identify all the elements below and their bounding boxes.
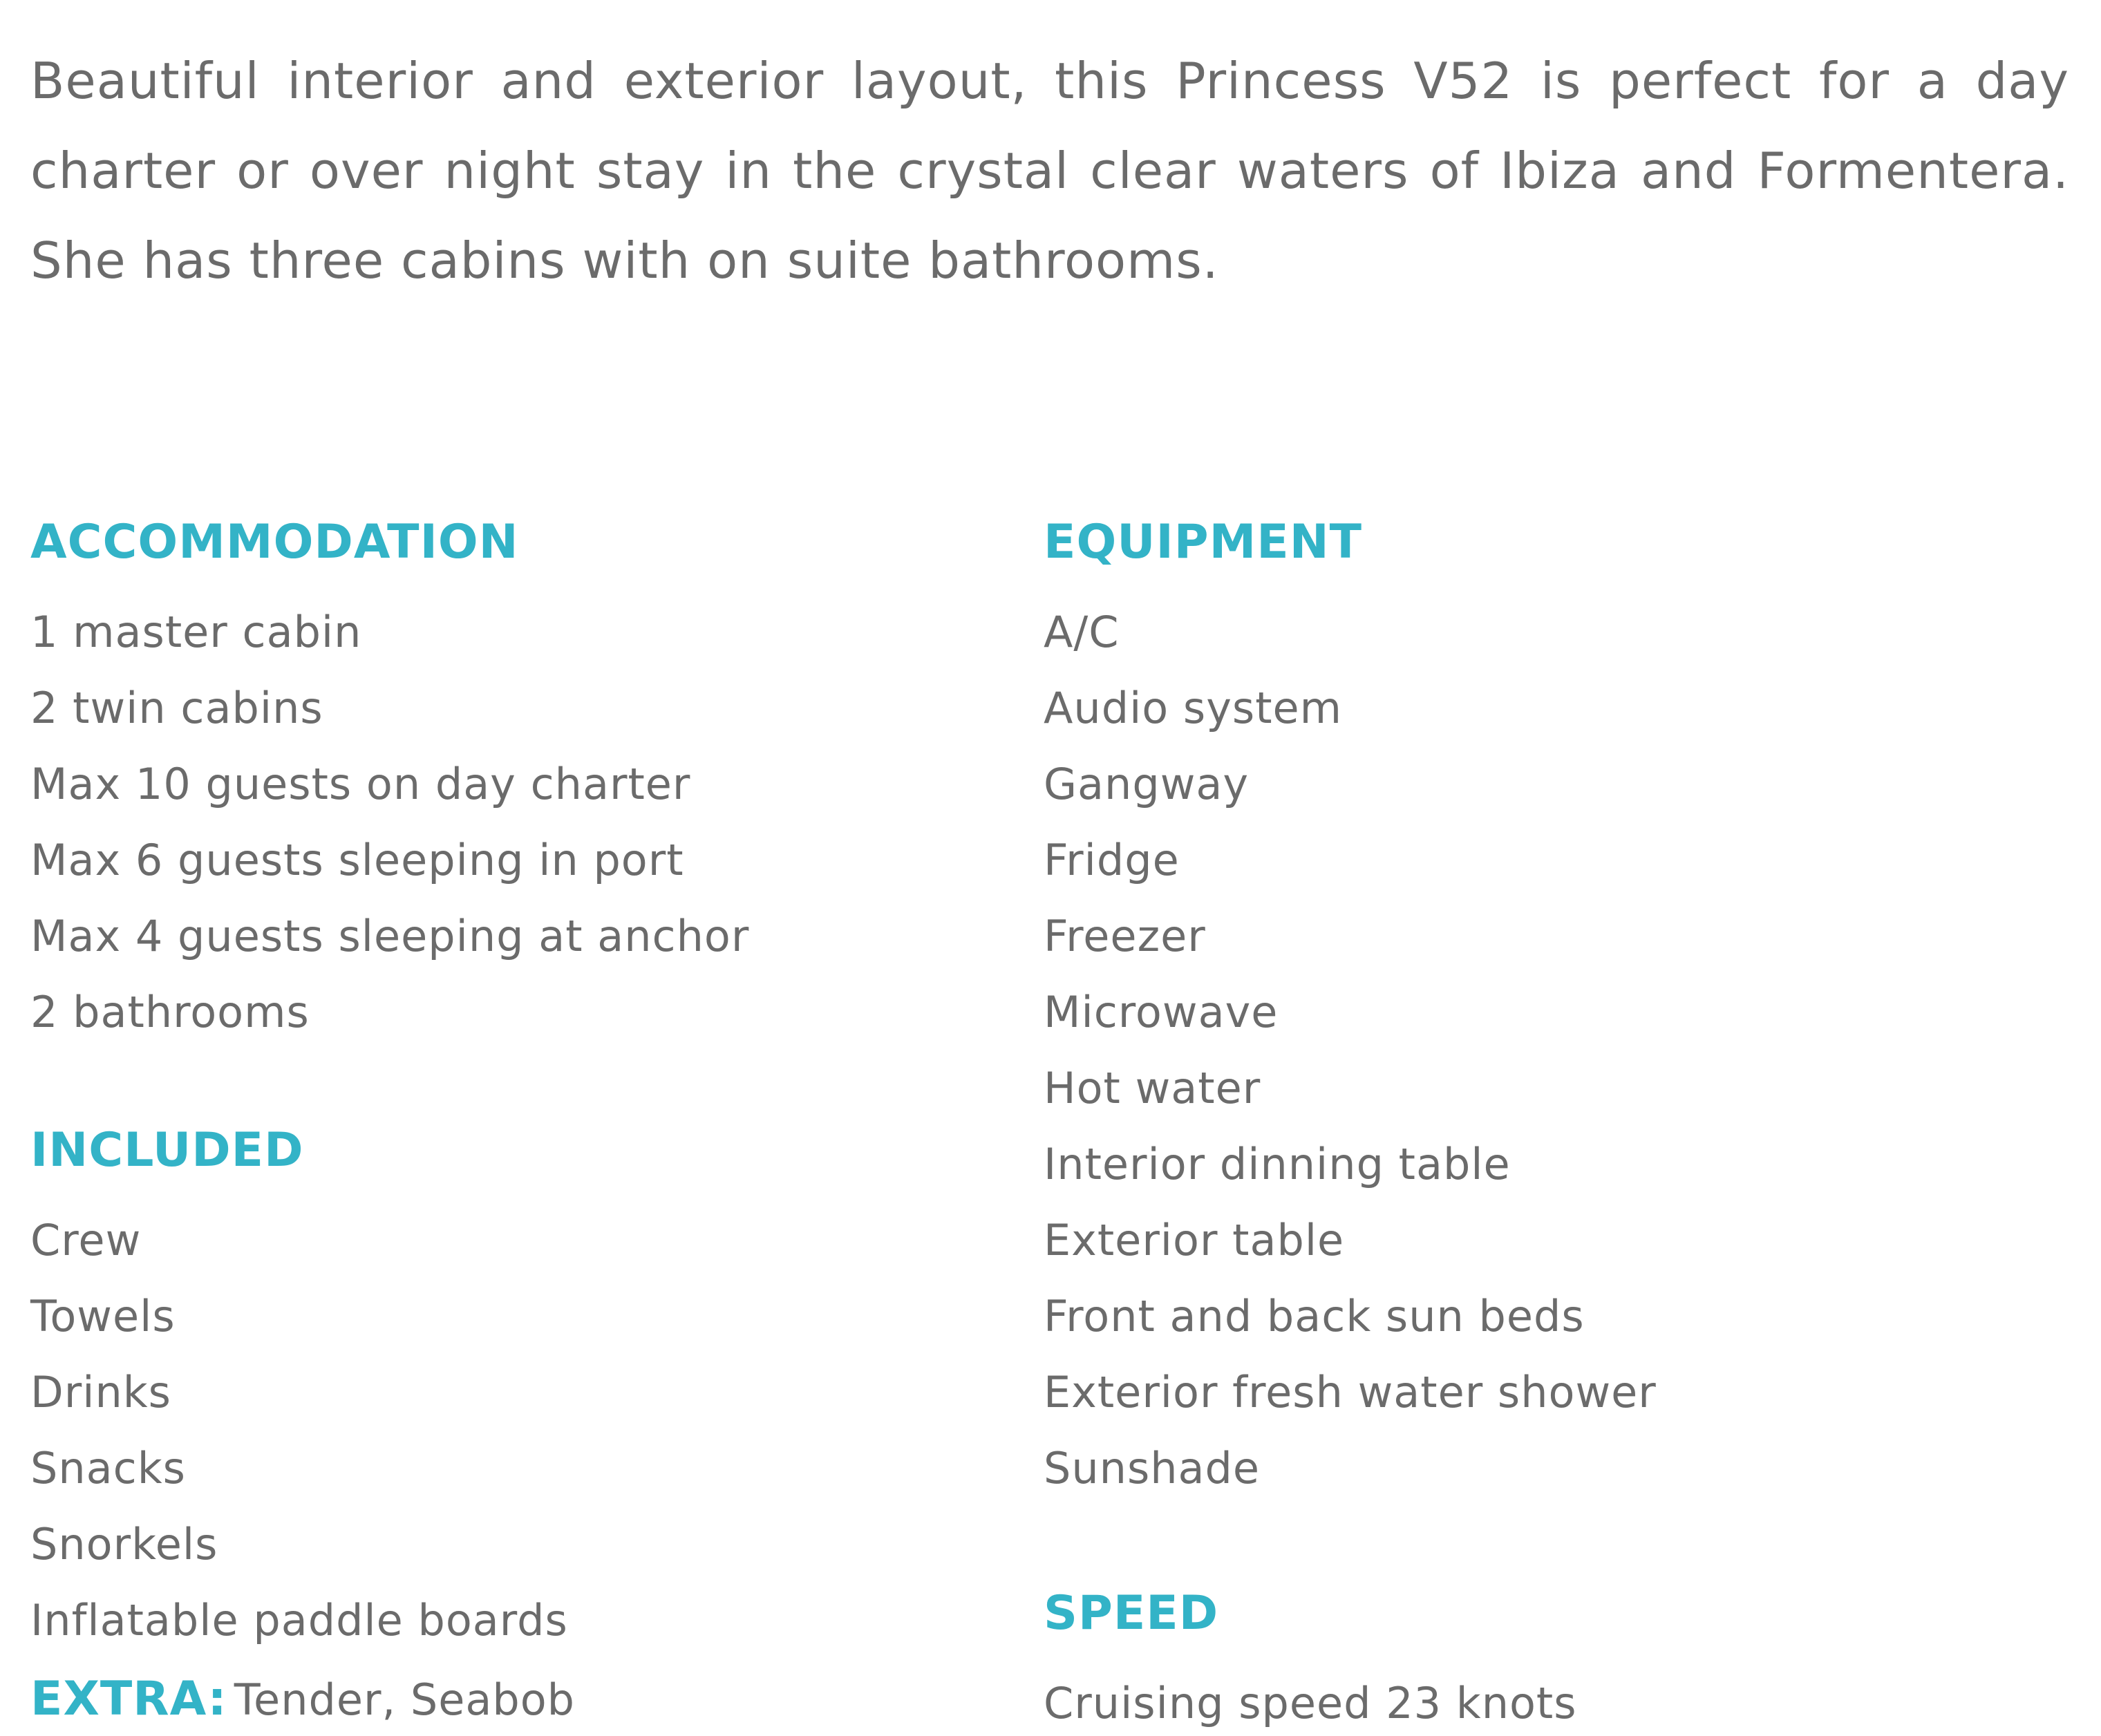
list-item: Towels (30, 1291, 176, 1341)
list-item: Inflatable paddle boards (30, 1595, 568, 1645)
list-item: 2 twin cabins (30, 683, 323, 733)
list-item: Gangway (1044, 759, 1250, 809)
right-column (1044, 511, 2066, 1736)
speed-list (1044, 1666, 2066, 1736)
list-item: Interior dinning table (1044, 1139, 1511, 1189)
section-spacer (1044, 1507, 2066, 1583)
yacht-details (30, 0, 2069, 1736)
list-item: Snorkels (30, 1519, 218, 1569)
included-heading: INCLUDED (30, 1123, 304, 1178)
list-item: Microwave (1044, 987, 1279, 1037)
list-item: Exterior table (1044, 1215, 1345, 1265)
list-item: A/C (1044, 607, 1120, 657)
extra-label: EXTRA: (30, 1672, 227, 1726)
list-item: Snacks (30, 1443, 186, 1493)
list-item: Exterior fresh water shower (1044, 1367, 1657, 1417)
list-item: Audio system (1044, 683, 1343, 733)
list-item: Front and back sun beds (1044, 1291, 1585, 1341)
list-item: Freezer (1044, 911, 1206, 961)
extra-value: Tender, Seabob (234, 1674, 576, 1725)
list-item: Max 4 guests sleeping at anchor (30, 911, 750, 961)
extra-line (30, 1661, 998, 1736)
intro-paragraph: Beautiful interior and exterior layout, this Princess V52 is perfect for a day charter or over night stay in the crystal clear waters of Ibiza and Formentera. She has three cabins with on suite bathrooms. (30, 52, 2069, 290)
list-item: Crew (30, 1215, 142, 1265)
equipment-heading: EQUIPMENT (1044, 515, 1363, 569)
list-item: Cruising speed 23 knots (1044, 1678, 1577, 1728)
list-item: Max 6 guests sleeping in port (30, 835, 684, 885)
speed-heading: SPEED (1044, 1586, 1219, 1641)
equipment-list (1044, 594, 2066, 1507)
list-item: 1 master cabin (30, 607, 362, 657)
list-item: Max 10 guests on day charter (30, 759, 691, 809)
included-list (30, 1202, 998, 1659)
list-item: Fridge (1044, 835, 1180, 885)
section-spacer (30, 1050, 998, 1120)
accommodation-heading: ACCOMMODATION (30, 515, 519, 569)
list-item: Sunshade (1044, 1443, 1261, 1493)
list-item: Drinks (30, 1367, 171, 1417)
left-column (30, 511, 998, 1736)
list-item: 2 bathrooms (30, 987, 310, 1037)
list-item: Hot water (1044, 1063, 1261, 1113)
accommodation-list (30, 594, 998, 1050)
